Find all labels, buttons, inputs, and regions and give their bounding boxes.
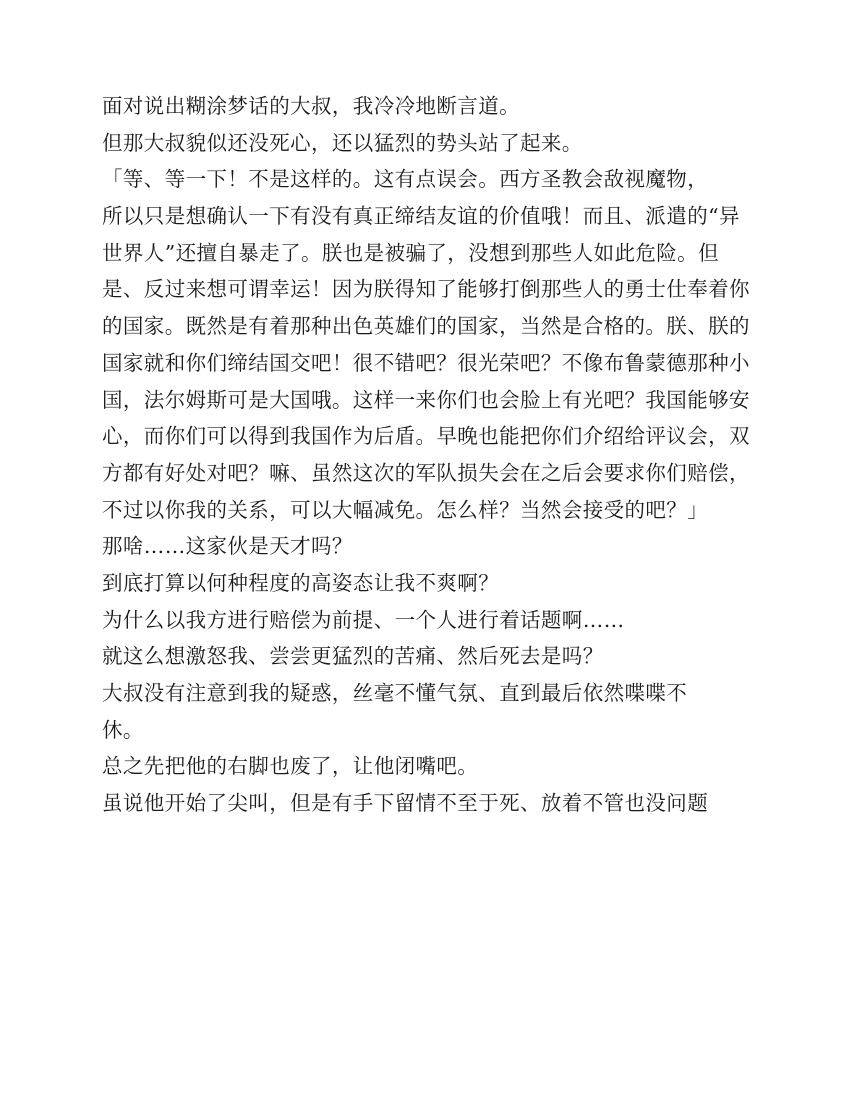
text-line: 那啥……这家伙是天才吗？ (102, 534, 353, 559)
text-line: 不过以你我的关系，可以大幅减免。怎么样？当然会接受的吧？」 (102, 497, 709, 522)
text-line: 方都有好处对吧？嘛、虽然这次的军队损失会在之后会要求你们赔偿， (102, 460, 750, 485)
text-line: 为什么以我方进行赔偿为前提、一个人进行着话题啊…… (102, 607, 625, 632)
text-line: 虽说他开始了尖叫，但是有手下留情不至于死、放着不管也没问题 (102, 791, 709, 816)
text-line: 但那大叔貌似还没死心，还以猛烈的势头站了起来。 (102, 130, 583, 155)
body-text (102, 88, 762, 822)
text-line: 面对说出糊涂梦话的大叔，我冷冷地断言道。 (102, 94, 520, 118)
text-line: 心，而你们可以得到我国作为后盾。早晚也能把你们介绍给评议会，双 (102, 424, 750, 449)
text-line: 所以只是想确认一下有没有真正缔结友谊的价值哦！而且、派遣的“异 (102, 204, 740, 229)
text-line: 休。 (102, 717, 144, 742)
text-line: 国，法尔姆斯可是大国哦。这样一来你们也会脸上有光吧？我国能够安 (102, 387, 750, 412)
text-line: 大叔没有注意到我的疑惑，丝毫不懂气氛、直到最后依然喋喋不 (102, 681, 688, 705)
text-line: 总之先把他的右脚也废了，让他闭嘴吧。 (102, 754, 479, 779)
text-line: 世界人”还擅自暴走了。朕也是被骗了，没想到那些人如此危险。但 (102, 240, 719, 265)
text-line: 就这么想激怒我、尝尝更猛烈的苦痛、然后死去是吗？ (102, 644, 604, 669)
text-line: 国家就和你们缔结国交吧！很不错吧？很光荣吧？不像布鲁蒙德那种小 (102, 350, 750, 375)
text-line: 的国家。既然是有着那种出色英雄们的国家，当然是合格的。朕、朕的 (102, 314, 750, 339)
text-line: 「等、等一下！不是这样的。这有点误会。西方圣教会敌视魔物， (102, 167, 709, 192)
text-line: 是、反过来想可谓幸运！因为朕得知了能够打倒那些人的勇士仕奉着你 (102, 277, 750, 302)
text-line: 到底打算以何种程度的高姿态让我不爽啊？ (102, 570, 500, 595)
